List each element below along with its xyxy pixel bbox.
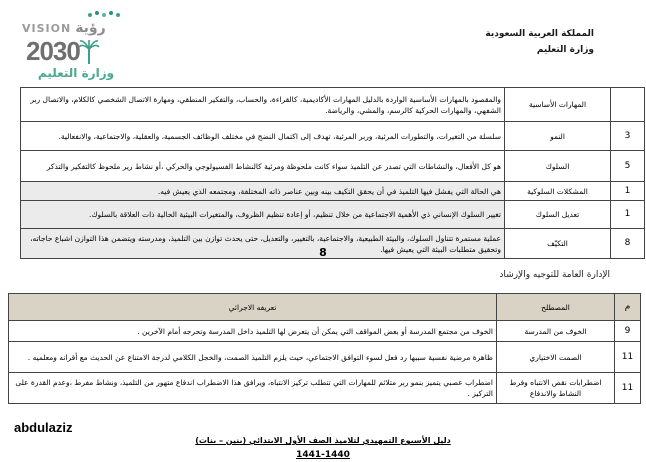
row-number: 1	[611, 182, 645, 201]
table-row	[21, 182, 645, 201]
term-cell: السلوك	[505, 151, 611, 182]
vision-year: 2030	[26, 36, 80, 66]
column-header-number: م	[615, 294, 641, 321]
vision-2030-logo	[22, 8, 132, 84]
palm-icon	[78, 39, 100, 65]
ministry-logo-text: وزارة التعليم	[37, 66, 115, 80]
definition-cell: الخوف من مجتمع المدرسة أو بعض المواقف التي يمكن أن يتعرض لها التلميذ داخل المدرسة وتحرجه أمام الآخرين .	[9, 321, 497, 342]
term-cell: النمو	[505, 122, 611, 151]
ministry-name: وزارة التعليم	[536, 45, 594, 55]
vision-arabic: رؤية	[75, 20, 106, 36]
table-row	[9, 342, 641, 373]
row-number: 1	[611, 201, 645, 229]
column-header-definition: تعريفه الاجرائي	[9, 294, 497, 321]
term-cell: المشكلات السلوكية	[505, 182, 611, 201]
term-cell: المهارات الأساسية	[505, 88, 611, 122]
table-header-row	[9, 294, 641, 321]
author-name: abdulaziz	[14, 420, 73, 435]
ministry-block	[485, 26, 594, 58]
term-cell: الخوف من المدرسة	[497, 321, 615, 342]
academic-year: 1441-1440	[296, 450, 350, 460]
country-name: المملكة العربية السعودية	[485, 29, 594, 39]
dots-decoration	[86, 10, 126, 20]
table-row	[21, 88, 645, 122]
table-row	[9, 321, 641, 342]
term-cell: اضطرابات نقص الانتباه وفرط النشاط والاندفاع	[497, 373, 615, 404]
vision-word: VISION	[22, 22, 72, 35]
definition-cell: هي الحالة التي يفشل فيها التلميذ في أن يحقق التكيف بينه وبين عناصر ذاته المختلفة، ومجتمعه الذي يعيش فيه.	[21, 182, 505, 201]
row-number: 8	[611, 229, 645, 259]
definition-cell: عملية مستمرة تتناول السلوك، والبيئة الطبيعية، والاجتماعية، بالتغيير، والتعديل، حتى يحدث توازن بين التلميذ، ومدرسته ويتضمن هذا التوازن اشباع حاجاته، وتحقيق متطلبات البيئة التي يعيش فيها.	[21, 229, 505, 259]
definition-cell: ظاهرة مرضية نفسية سببها رد فعل لسوء التوافق الاجتماعي، حيث يلزم التلميذ الصمت، والخجل الكلامي لدرجة الامتناع عن الحديث مع أقرانه ومعلميه .	[9, 342, 497, 373]
term-cell: الصمت الاختياري	[497, 342, 615, 373]
row-number: 9	[615, 321, 641, 342]
table-row	[9, 373, 641, 404]
table-row	[21, 151, 645, 182]
definition-cell: اضطراب عصبي يتميز بنمو ربر متلائم للمهارات التي تتطلب تركيز الانتباه، ويرافق هذا الاضطراب اندفاع متهور من التلميذ، ونشاط مفرط ،وعدم القدرة على التركيز .	[9, 373, 497, 404]
definitions-table-1	[20, 87, 645, 259]
page-header	[0, 0, 646, 88]
department-title: الإدارة العامة للتوجيه والإرشاد	[499, 270, 610, 280]
definition-cell: هو كل الأفعال، والنشاطات التي تصدر عن التلميذ سواء كانت ملحوظة ومرئية كالنشاط الفسيولوجي والحركي ،أو نشاط رير ملحوظ كالتفكير والتذكر	[21, 151, 505, 182]
term-cell: التكيّف	[505, 229, 611, 259]
table-row	[21, 201, 645, 229]
row-number: 11	[615, 342, 641, 373]
column-header-term: المصطلح	[497, 294, 615, 321]
page-number: 8	[319, 246, 327, 259]
row-number: 11	[615, 373, 641, 404]
definition-cell: تغيير السلوك الإنساني ذي الأهمية الاجتماعية من خلال تنظيم، أو إعادة تنظيم الظروف، والمتغيرات البيئية الحالية ذات العلاقة بالسلوك.	[21, 201, 505, 229]
term-cell: تعديل السلوك	[505, 201, 611, 229]
definition-cell: سلسلة من التغيرات، والتطورات المرئية، وربر المرئية، تهدف إلى اكتمال النضج في مختلف الوظائف الجسمية، والعقلية، والاجتماعية، والانفعالية.	[21, 122, 505, 151]
definition-cell: والمقصود بالمهارات الأساسية الواردة بالدليل المهارات الأكاديمية، كالقراءة، والحساب، والتفكير المنطقي، ومهارة الاتصال الشخصي كالكلام، والاتصال ربر الشفهي، والمهارات الحركية كالرسم، والمشي، والرياضة.	[21, 88, 505, 122]
table-row	[21, 122, 645, 151]
row-number: 3	[611, 122, 645, 151]
guide-title: دليل الأسبوع التمهيدي لتلاميذ الصف الأول الابتدائي (بنين – بنات)	[195, 436, 451, 445]
row-number: 5	[611, 151, 645, 182]
definitions-table-2	[8, 293, 641, 404]
row-number	[611, 88, 645, 122]
